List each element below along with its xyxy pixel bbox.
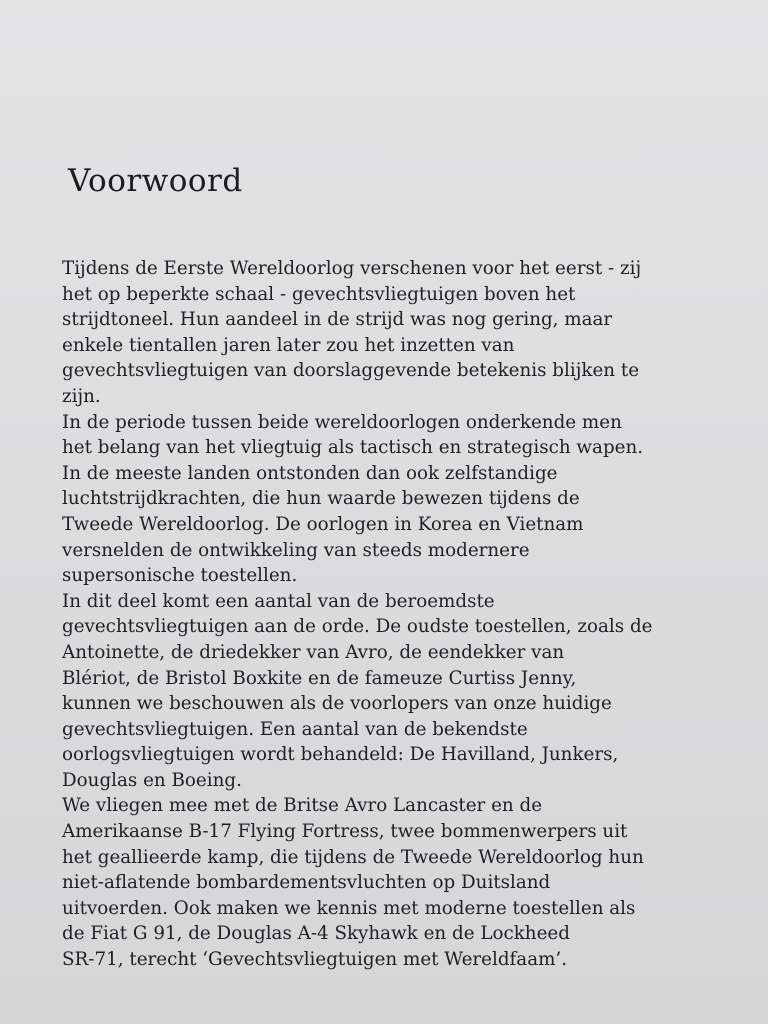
- text-line: gevechtsvliegtuigen van doorslaggevende betekenis blijken te: [62, 360, 640, 382]
- text-line: Antoinette, de driedekker van Avro, de eendekker van: [62, 641, 565, 663]
- text-line: het op beperkte schaal - gevechtsvliegtuigen boven het: [62, 283, 576, 305]
- text-line: We vliegen mee met de Britse Avro Lancaster en de: [62, 795, 543, 817]
- page-title: Voorwoord: [68, 163, 243, 199]
- text-line: zijn.: [62, 385, 101, 407]
- text-line: de Fiat G 91, de Douglas A-4 Skyhawk en de Lockheed: [62, 923, 570, 945]
- text-line: Douglas en Boeing.: [62, 769, 242, 791]
- foreword-body: [62, 256, 742, 973]
- text-line: In de periode tussen beide wereldoorlogen onderkende men: [62, 411, 622, 433]
- text-line: In dit deel komt een aantal van de beroemdste: [62, 590, 495, 612]
- text-line: In de meeste landen ontstonden dan ook zelfstandige: [62, 462, 558, 484]
- text-line: oorlogsvliegtuigen wordt behandeld: De Havilland, Junkers,: [62, 744, 619, 766]
- text-line: Tweede Wereldoorlog. De oorlogen in Korea en Vietnam: [62, 513, 584, 535]
- text-line: uitvoerden. Ook maken we kennis met moderne toestellen als: [62, 897, 636, 919]
- text-line: gevechtsvliegtuigen aan de orde. De oudste toestellen, zoals de: [62, 616, 653, 638]
- text-line: kunnen we beschouwen als de voorlopers van onze huidige: [62, 693, 612, 715]
- text-line: het belang van het vliegtuig als tactisch en strategisch wapen.: [62, 437, 644, 459]
- text-line: niet-aflatende bombardementsvluchten op Duitsland: [62, 872, 551, 894]
- text-line: enkele tientallen jaren later zou het inzetten van: [62, 334, 515, 356]
- text-line: Amerikaanse B-17 Flying Fortress, twee bommenwerpers uit: [62, 821, 628, 843]
- text-line: luchtstrijdkrachten, die hun waarde bewezen tijdens de: [62, 488, 580, 510]
- text-line: SR-71, terecht ‘Gevechtsvliegtuigen met Wereldfaam’.: [62, 949, 568, 971]
- text-line: het geallieerde kamp, die tijdens de Tweede Wereldoorlog hun: [62, 846, 644, 868]
- text-line: Blériot, de Bristol Boxkite en de fameuze Curtiss Jenny,: [62, 667, 577, 689]
- text-line: Tijdens de Eerste Wereldoorlog verschenen voor het eerst - zij: [62, 258, 642, 279]
- text-line: strijdtoneel. Hun aandeel in de strijd was nog gering, maar: [62, 309, 613, 331]
- text-line: supersonische toestellen.: [62, 565, 298, 587]
- text-line: gevechtsvliegtuigen. Een aantal van de bekendste: [62, 718, 528, 740]
- text-line: versnelden de ontwikkeling van steeds modernere: [62, 539, 530, 561]
